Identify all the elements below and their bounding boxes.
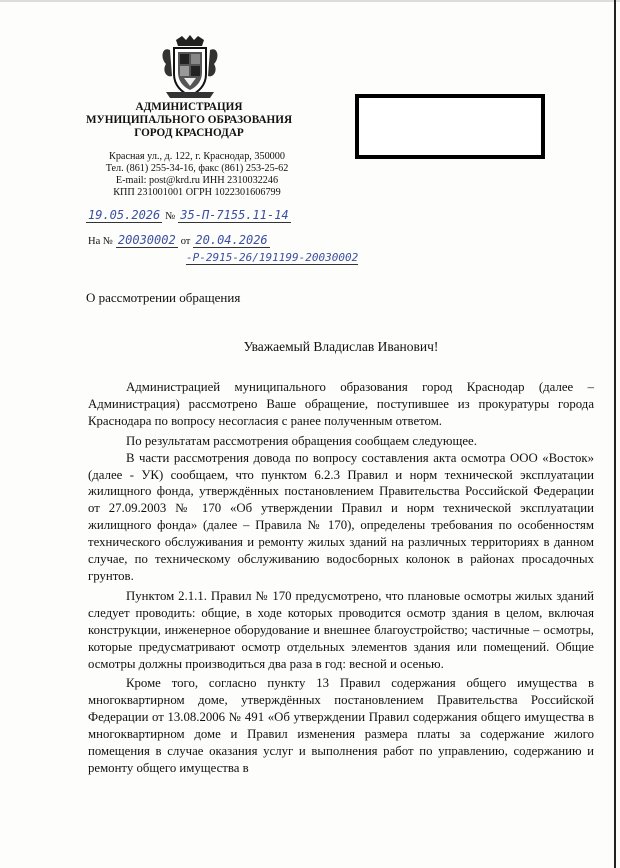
- address-line-1: Красная ул., д. 122, г. Краснодар, 350000: [109, 151, 285, 162]
- organization-name: [84, 101, 294, 140]
- letter-subject: О рассмотрении обращения: [86, 290, 241, 305]
- address-line-4: КПП 231001001 ОГРН 1022301606799: [113, 187, 281, 198]
- outgoing-number: 35-П-7155.11-14: [180, 208, 289, 222]
- reference-date: 20.04.2026: [195, 233, 268, 247]
- organization-address: [94, 151, 300, 199]
- letter-body: [88, 379, 594, 777]
- reference-label: На №: [88, 236, 113, 247]
- registration-line: [86, 208, 291, 223]
- outgoing-date: 19.05.2026: [88, 208, 161, 222]
- coat-of-arms-icon: [160, 34, 220, 100]
- paragraph: Администрацией муниципального образования город Краснодар (далее – Администрация) рассмотрено Ваше обращение, поступившее из прокуратуры города Краснодара по вопросу несогласия с ранее полученным ответом.: [88, 380, 594, 428]
- org-line-2: МУНИЦИПАЛЬНОГО ОБРАЗОВАНИЯ: [85, 114, 293, 126]
- org-line-1: АДМИНИСТРАЦИЯ: [135, 101, 243, 113]
- redacted-recipient-box: [355, 94, 545, 159]
- reference-number: 20030002: [117, 233, 176, 247]
- paragraph: В части рассмотрения довода по вопросу составления акта осмотра ООО «Восток» (далее - УК) сообщаем, что пунктом 6.2.3 Правил и норм технической эксплуатации жилищного фонда, утверждённых постановлением Правительства Российской Федерации от 27.09.2003 № 170 «Об утверждении Правил и норм технической эксплуатации жилищного фонда» (далее – Правила № 170), определены требования по особенностям технического обслуживания и ремонту жилых зданий на различных территориях в данном случае, по техническому обслуживанию водосборных колонок в районах просадочных грунтов.: [88, 450, 594, 583]
- letter-greeting: Уважаемый Владислав Иванович!: [243, 339, 439, 354]
- reference-date-label: от: [180, 236, 191, 247]
- paragraph: По результатам рассмотрения обращения сообщаем следующее.: [126, 433, 477, 448]
- paragraph: Кроме того, согласно пункту 13 Правил содержания общего имущества в многоквартирном доме, утверждённых постановлением Правительства Российской Федерации от 13.08.2006 № 491 «Об утверждении Правил содержания общего имущества в многоквартирном доме и Правил изменения размера платы за содержание жилого помещения в случае оказания услуг и выполнения работ по управлению, содержанию и ремонту общего имущества в: [88, 676, 594, 775]
- address-line-3: E-mail: post@krd.ru ИНН 2310032246: [115, 175, 279, 186]
- scan-edge-right: [614, 0, 616, 868]
- org-line-3: ГОРОД КРАСНОДАР: [134, 127, 244, 139]
- scan-edge-top: [0, 0, 620, 2]
- reference-extra: -Р-2915-26/191199-20030002: [186, 251, 359, 264]
- number-label: №: [165, 211, 176, 222]
- reference-line: [88, 233, 270, 248]
- paragraph: Пунктом 2.1.1. Правил № 170 предусмотрено, что плановые осмотры жилых зданий следует проводить: общие, в ходе которых проводится осмотр здания в целом, включая конструкции, инженерное оборудование и внешнее благоустройство; частичные – осмотры, которые предусматривают осмотр отдельных элементов здания или помещений. Общие осмотры должны производиться два раза в год: весной и осенью.: [88, 588, 594, 671]
- address-line-2: Тел. (861) 255-34-16, факс (861) 253-25-62: [105, 163, 289, 174]
